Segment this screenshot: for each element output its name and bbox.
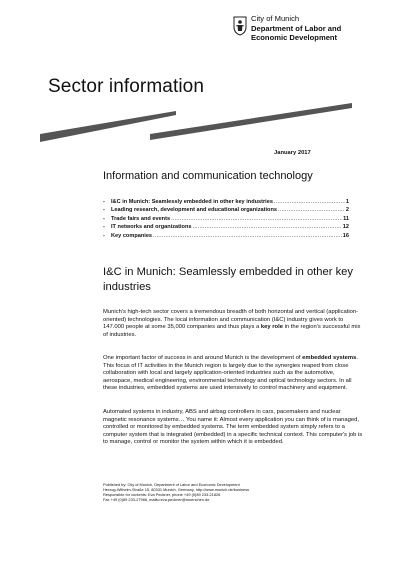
footer-responsible: Responsible for contents: Eva Peckner, phone +49 (0)89 233-21826 bbox=[103, 492, 221, 497]
emphasis-key-role: key role bbox=[260, 324, 283, 330]
toc-item-label: Leading research, development and educational organizations bbox=[111, 207, 277, 214]
footer-publisher: Published by: City of Munich, Department of Labor and Economic Development bbox=[103, 482, 240, 487]
stripe-lower bbox=[150, 103, 352, 140]
table-of-contents bbox=[103, 199, 349, 241]
document-subtitle: Information and communication technology bbox=[103, 170, 313, 182]
toc-item-page: 2 bbox=[345, 207, 349, 214]
toc-item-page: 11 bbox=[343, 215, 349, 222]
toc-item[interactable]: - IT networks and organizations ..... 12 bbox=[103, 224, 349, 232]
section-heading: I&C in Munich: Seamlessly embedded in other key industries bbox=[103, 266, 353, 293]
footer-fax-mail: Fax +49 (0)89 233-27966, mailto:eva.peckner@muenchen.de bbox=[103, 497, 210, 502]
paragraph-automated-systems: Automated systems in industry, ABS and airbag controllers in cars, pacemakers and nuclear magnetic resonance systems… You name it: Almost every application you can think of is managed, controlled or monitored by embedded systems. The term embedded system simply refers to a computer system that is integrated (embedded) in a specific technical context. This computer's job is to manage, control or monitor the system within which it is embedded. bbox=[103, 409, 363, 445]
toc-item[interactable]: - Leading research, development and educational organizations ..... 2 bbox=[103, 207, 349, 215]
organization-name bbox=[251, 14, 341, 43]
toc-item-page: 12 bbox=[342, 224, 349, 231]
emphasis-embedded-systems: embedded systems bbox=[302, 355, 357, 361]
toc-item-page: 1 bbox=[345, 199, 349, 205]
toc-item-label: Key companies bbox=[111, 232, 153, 239]
page-title: Sector information bbox=[48, 76, 204, 97]
org-line-division: Economic Development bbox=[251, 33, 338, 42]
paragraph-intro: Munich's high-tech sector covers a tremendous breadth of both horizontal and vertical (application-oriented) technologies. The local information and communication (I&C) industry gives work to 147.000 people at some 35,000 companies and thus plays a key role in the region's successful mix of industries. bbox=[103, 309, 361, 338]
org-line-department: Department of Labor and bbox=[251, 23, 342, 33]
toc-item-label: IT networks and organizations bbox=[111, 224, 192, 231]
munich-coat-of-arms-icon bbox=[233, 16, 247, 36]
org-line-city: City of Munich bbox=[251, 14, 300, 23]
publisher-footer bbox=[103, 482, 373, 502]
paragraph-embedded-systems: One important factor of success in and around Munich is the development of embedded systems. This focus of IT activities in the Munich region is largely due to the synergies reaped from close collaboration with local and largely application-oriented industries such as the automotive, aerospace, medical engineering, environmental technology and optical technology sectors. In all these industries, embedded systems are used intensively to control machinery and equipment. bbox=[103, 355, 358, 391]
toc-item-label: Trade fairs and events bbox=[111, 215, 171, 222]
footer-address: Herzog-Wilhelm-Straße 15, 80331 Munich, Germany, http://www.munich.de/business bbox=[103, 487, 250, 492]
toc-item[interactable]: - Trade fairs and events ..... 11 bbox=[103, 216, 349, 224]
toc-item-page: 16 bbox=[342, 232, 349, 239]
publication-date: January 2017 bbox=[274, 150, 311, 156]
toc-item-label: I&C in Munich: Seamlessly embedded in other key industries bbox=[111, 199, 273, 205]
toc-item[interactable]: - I&C in Munich: Seamlessly embedded in other key industries ..... 1 bbox=[103, 199, 349, 207]
toc-item[interactable]: - Key companies ..... 16 bbox=[103, 233, 349, 241]
